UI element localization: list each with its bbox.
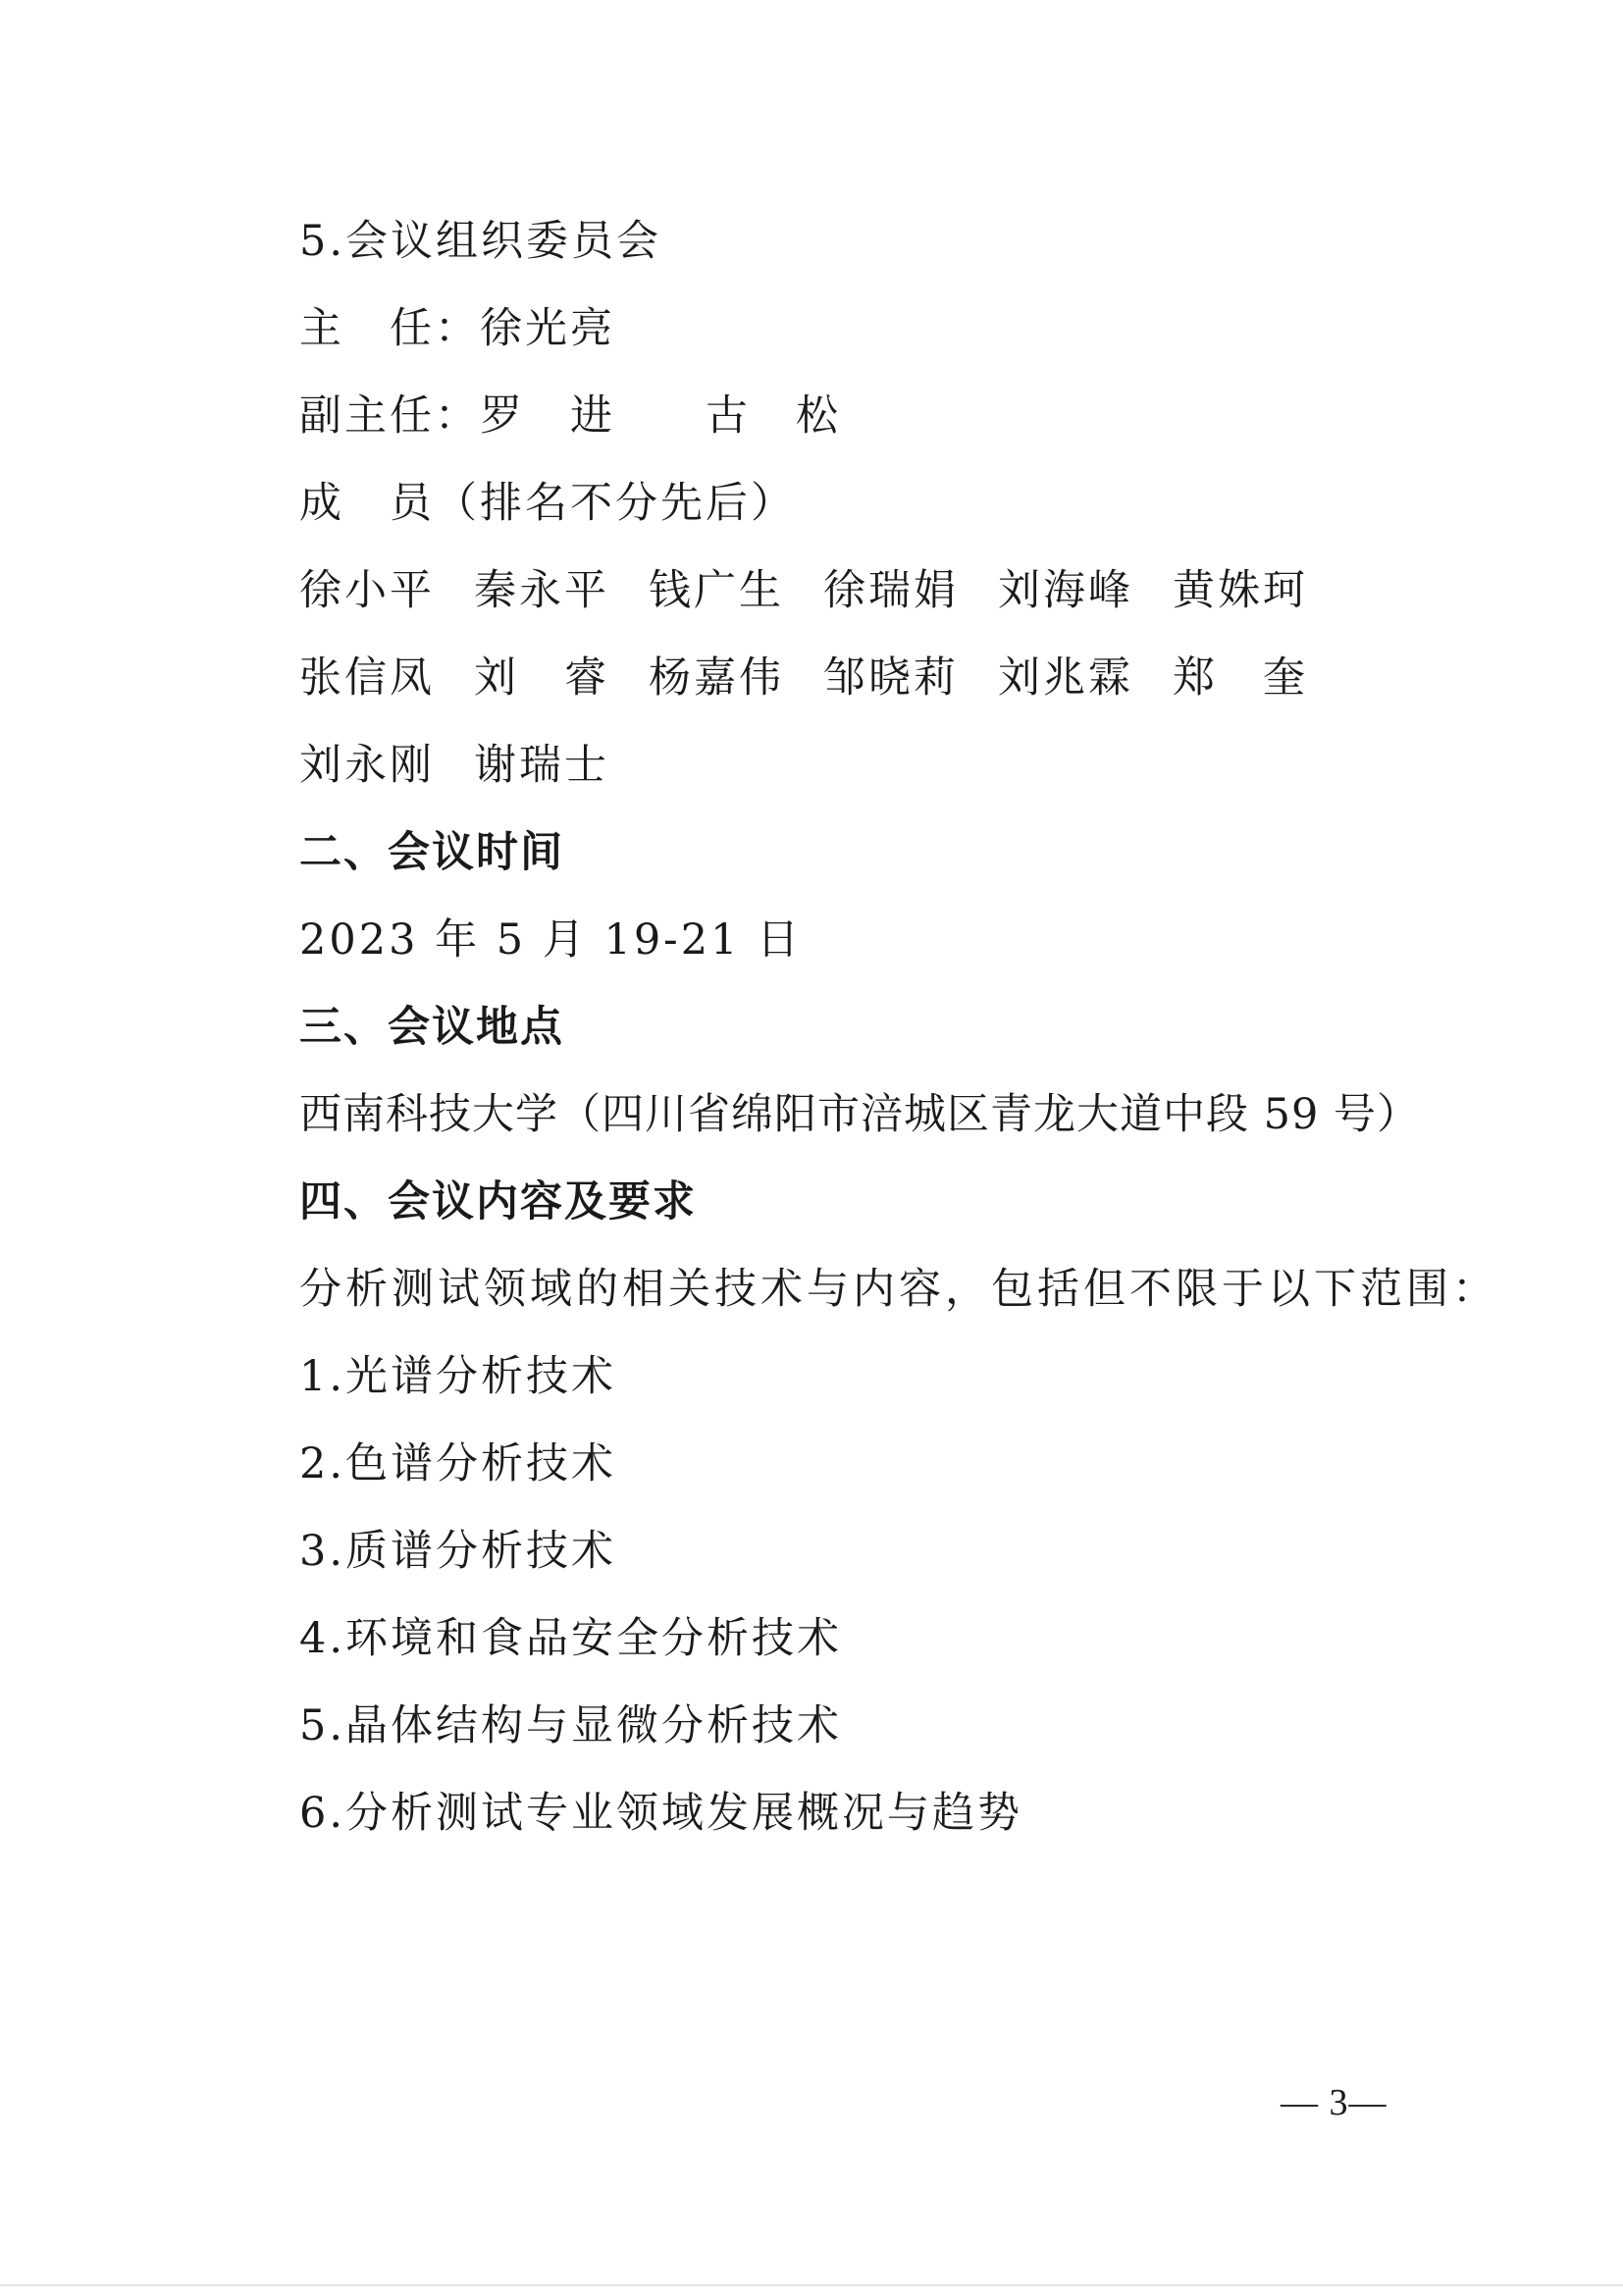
content-item: 3.质谱分析技术 (299, 1527, 617, 1576)
member-name: 徐小平 (299, 566, 435, 615)
content-item: 5.晶体结构与显微分析技术 (299, 1701, 843, 1750)
section-heading-time: 二、会议时间 (299, 828, 564, 877)
content-item: 6.分析测试专业领域发展概况与趋势 (299, 1789, 1023, 1838)
meeting-location: 西南科技大学（四川省绵阳市涪城区青龙大道中段 59 号） (299, 1090, 1421, 1139)
committee-vice-chair: 副主任：罗 进 古 松 (299, 391, 841, 441)
section-heading-content: 四、会议内容及要求 (299, 1177, 697, 1226)
content-intro: 分析测试领域的相关技术与内容，包括但不限于以下范围： (299, 1265, 1498, 1314)
member-name: 刘海峰 (998, 566, 1133, 615)
member-name: 黄姝珂 (1173, 566, 1308, 615)
member-name: 钱广生 (649, 566, 784, 615)
content-item: 4.环境和食品安全分析技术 (299, 1614, 843, 1663)
member-name: 郑 奎 (1173, 653, 1308, 703)
content-item: 2.色谱分析技术 (299, 1439, 617, 1488)
page-number: — 3— (1281, 2082, 1387, 2123)
member-name: 刘兆霖 (998, 653, 1133, 703)
content-item: 1.光谱分析技术 (299, 1352, 617, 1401)
committee-members-label: 成 员（排名不分先后） (299, 479, 796, 528)
member-name: 谢瑞士 (474, 741, 609, 790)
meeting-date: 2023 年 5 月 19-21 日 (299, 915, 803, 965)
member-name: 徐瑞娟 (823, 566, 959, 615)
member-name: 杨嘉伟 (649, 653, 784, 703)
member-name: 张信凤 (299, 653, 435, 703)
committee-title: 5.会议组织委员会 (299, 217, 662, 266)
committee-chair: 主 任：徐光亮 (299, 304, 615, 353)
member-name: 刘永刚 (299, 741, 435, 790)
section-heading-location: 三、会议地点 (299, 1003, 564, 1052)
member-name: 刘 睿 (474, 653, 609, 703)
member-name: 秦永平 (474, 566, 609, 615)
member-name: 邹晓莉 (823, 653, 959, 703)
scan-edge-divider (0, 2284, 1623, 2286)
